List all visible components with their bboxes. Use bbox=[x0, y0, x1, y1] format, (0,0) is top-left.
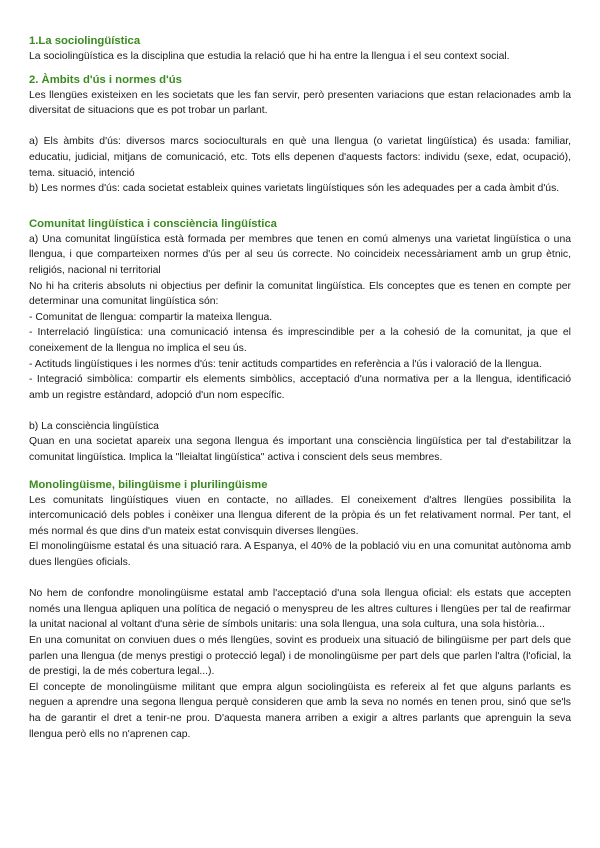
spacer bbox=[29, 403, 571, 419]
section-heading-monolinguisme: Monolingüisme, bilingüisme i plurilingüisme bbox=[29, 478, 268, 491]
section-heading-comunitat-linguistica: Comunitat lingüística i consciència lingüística bbox=[29, 217, 277, 230]
paragraph: Les llengües existeixen en les societats que les fan servir, però presenten variacions que estan relacionades amb la diversitat de situacions que es pot trobar un parlant. bbox=[29, 89, 571, 117]
criteria-list bbox=[29, 310, 571, 404]
section-heading-ambits-us: 2. Àmbits d'ús i normes d'ús bbox=[29, 73, 182, 86]
list-item: - Integració simbòlica: compartir els elements simbòlics, acceptació d'una normativa per a la llengua, identificació amb un registre estàndard, adopció d'un nom específic. bbox=[29, 374, 571, 401]
paragraph: El concepte de monolingüisme militant que empra algun sociolingüista es refereix al fet que alguns parlants es neguen a aprendre una segona llengua perquè consideren que amb la seva no només en tenen prou, sinó que se'ls ha de garantir el dret a tenir-ne prou. D'aquesta manera arriben a exigir a altres parlants que aprenguin la seva llengua però ells no n'aprenen cap. bbox=[29, 681, 571, 740]
spacer bbox=[29, 197, 571, 209]
list-item: - Actituds lingüístiques i les normes d'ús: tenir actituds compartides en referència a l'ús i valoració de la llengua. bbox=[29, 358, 542, 370]
paragraph: En una comunitat on conviuen dues o més llengües, sovint es produeix una situació de bilingüisme per part dels que parlen una llengua (de menys prestigi o protecció legal) i de monolingüisme per part dels que parlen l'altra (l'oficial, la de prestigi, la de més cobertura legal...). bbox=[29, 635, 571, 678]
paragraph: Les comunitats lingüístiques viuen en contacte, no aïllades. El coneixement d'altres llengües possibilita la intercomunicació dels pobles i conèixer una llengua diferent de la pròpia és un fet relativament normal. Per tant, el més normal és que dins d'un mateix estat convisquin diverses llengües. bbox=[29, 494, 571, 537]
spacer bbox=[29, 466, 571, 478]
paragraph: a) Una comunitat lingüística està formada per membres que tenen en comú almenys una varietat lingüística o una llengua, i que comparteixen normes d'ús per al seu ús correcte. No coincideix necessàriament amb un grup ètnic, religiós, nacional ni territorial bbox=[29, 233, 571, 276]
paragraph: El monolingüisme estatal és una situació rara. A Espanya, el 40% de la població viu en una comunitat autònoma amb dues llengües oficials. bbox=[29, 541, 571, 569]
paragraph: No hem de confondre monolingüisme estatal amb l'acceptació d'una sola llengua oficial: els estats que accepten només una llengua apliquen una política de negació o menyspreu de les altres cultures i llengües per tal de reafirmar la unitat nacional al voltant d'una sèrie de símbols unitaris: una sola llengua, una sola cultura, una sola història... bbox=[29, 588, 571, 631]
list-item: - Interrelació lingüística: una comunicació intensa és imprescindible per a la cohesió de la comunitat, ja que el coneixement de la llengua no implica el seu ús. bbox=[29, 327, 571, 354]
spacer bbox=[29, 65, 571, 73]
paragraph: La sociolingüística es la disciplina que estudia la relació que hi ha entre la llengua i el seu context social. bbox=[29, 51, 510, 62]
spacer bbox=[29, 571, 571, 587]
spacer bbox=[29, 209, 571, 217]
paragraph: b) La consciència lingüística bbox=[29, 420, 159, 432]
paragraph: Quan en una societat apareix una segona llengua és important una consciència lingüística per tal d'estabilitzar la comunitat lingüística. Implica la "lleialtat lingüística" activa i conscient dels seus membres. bbox=[29, 436, 571, 464]
paragraph: No hi ha criteris absoluts ni objectius per definir la comunitat lingüística. Els conceptes que es tenen en compte per determinar una comunitat lingüística són: bbox=[29, 280, 571, 308]
section-heading-sociolinguistica: 1.La sociolingüística bbox=[29, 35, 141, 47]
paragraph: b) Les normes d'ús: cada societat estableix quines varietats lingüístiques són les adequades per a cada àmbit d'ús. bbox=[29, 183, 560, 195]
paragraph: a) Els àmbits d'ús: diversos marcs socioculturals en què una llengua (o varietat lingüística) és usada: familiar, educatiu, judicial, mitjans de comunicació, etc. Tots ells depenen d'aquests factors: individu (sexe, edat, ocupació), tema. situació, intenció bbox=[29, 136, 571, 179]
list-item: - Comunitat de llengua: compartir la mateixa llengua. bbox=[29, 311, 273, 323]
spacer bbox=[29, 119, 571, 135]
